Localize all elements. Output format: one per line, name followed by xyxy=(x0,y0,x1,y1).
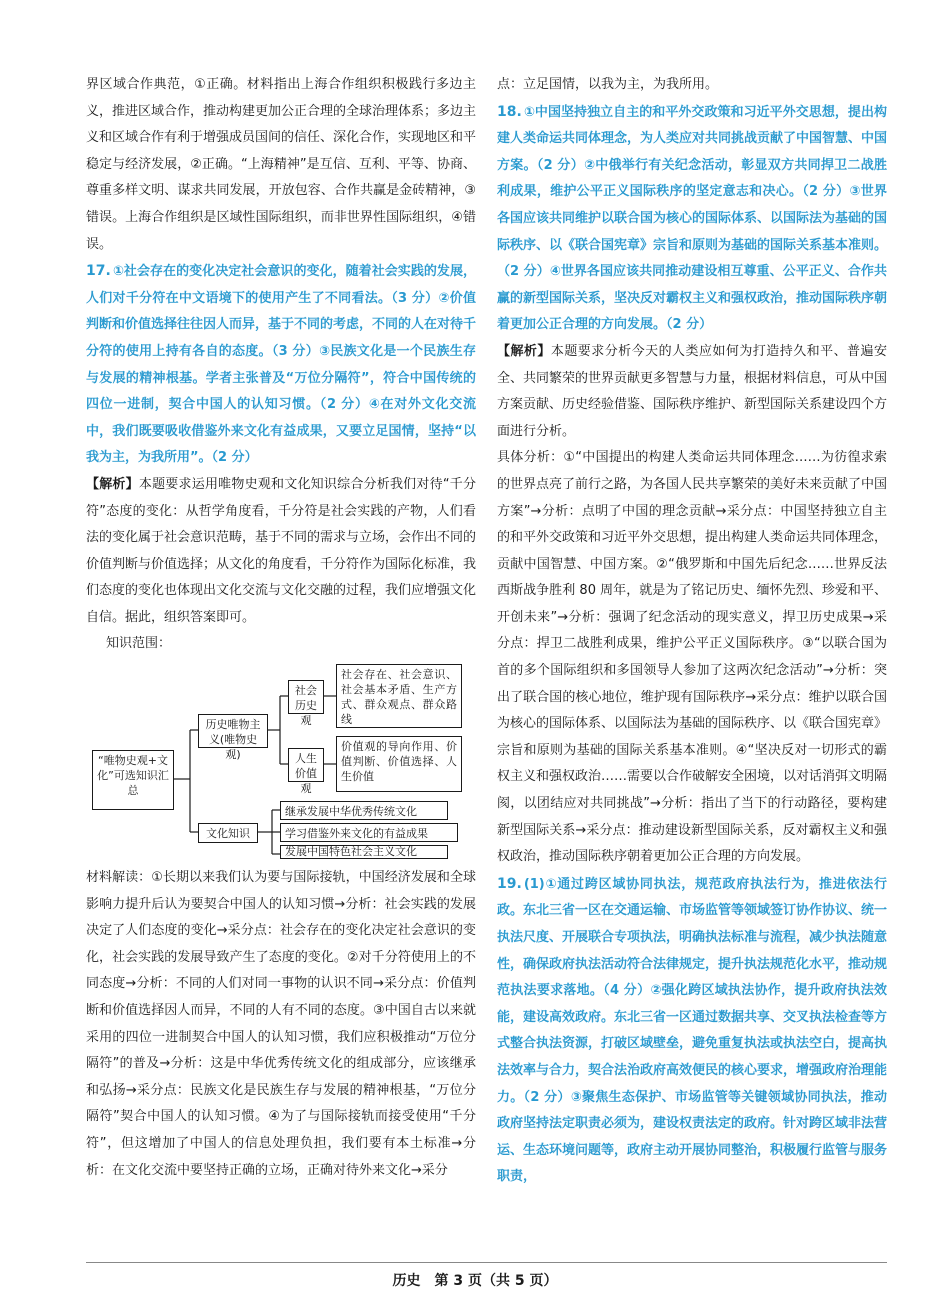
diagram-root: “唯物史观+文化”可选知识汇总 xyxy=(92,750,174,810)
q18-detail: 具体分析：①“中国提出的构建人类命运共同体理念……为彷徨求索的世界点亮了前行之路，为各国人民共享繁荣的美好未来贡献了中国方案”→分析：点明了中国的理念贡献→采分点：中国坚持独立自主的和平外交政策和习近平外交思想，提出构建人类命运共同体理念，贡献中国智慧、中国方案。②“俄罗斯和中国先后纪念……世界反法西斯战争胜利 80 周年，就是为了铭记历史、缅怀先烈、珍爱和平、开创未来”→分析：强调了纪念活动的现实意义，捍卫历史成果→采分点：捍卫二战胜利成果，维护公平正义国际秩序。③“以联合国为首的多个国际组织和多国领导人参加了这两次纪念活动”→分析：突出了联合国的核心地位，维护现有国际秩序→采分点：维护以联合国为核心的国际体系、以国际法为基础的国际秩序、以《联合国宪章》宗旨和原则为基础的国际关系基本准则。④“坚决反对一切形式的霸权主义和强权政治……需要以合作破解安全困境，以对话消弭文明隔阂，以团结应对共同挑战”→分析：指出了当下的行动路径，要构建新型国际关系→采分点：推动建设新型国际关系，反对霸权主义和强权政治，推动国际秩序朝着更加公正合理的方向发展。 xyxy=(497,450,888,865)
diagram-culture-item-3: 发展中国特色社会主义文化 xyxy=(280,845,448,859)
q19-number: 19. xyxy=(497,875,522,892)
q18-answer-text: ①中国坚持独立自主的和平外交政策和习近平外交思想，提出构建人类命运共同体理念，为人类应对共同挑战贡献了中国智慧、中国方案。（2 分）②中俄举行有关纪念活动，彰显双方共同捍卫二战胜利成果，维护公平正义国际秩序的坚定意志和决心。（2 分）③世界各国应该共同维护以联合国为核心的国际体系、以国际法为基础的国际秩序、以《联合国宪章》宗旨和原则为基础的国际关系基本准则。（2 分）④世界各国应该共同推动建设相互尊重、公平正义、合作共赢的新型国际关系，坚决反对霸权主义和强权政治，推动国际秩序朝着更加公正合理的方向发展。（2 分） xyxy=(497,104,888,333)
analysis-label: 【解析】 xyxy=(86,476,139,492)
right-column xyxy=(497,72,887,1191)
diagram-social: 社会历史观 xyxy=(288,680,324,714)
page-footer: 历史 第 3 页（共 5 页） xyxy=(392,1273,558,1289)
knowledge-diagram xyxy=(92,664,462,859)
q17-answer xyxy=(86,258,476,472)
knowledge-label: 知识范围： xyxy=(106,636,172,652)
diagram-social-items: 社会存在、社会意识、社会基本矛盾、生产方式、群众观点、群众路线 xyxy=(336,664,462,728)
diagram-culture: 文化知识 xyxy=(198,823,258,843)
q17-continuation: 点：立足国情，以我为主，为我所用。 xyxy=(497,77,719,92)
q18-analysis-text: 本题要求分析今天的人类应如何为打造持久和平、普遍安全、共同繁荣的世界贡献更多智慧与力量，根据材料信息，可从中国方案贡献、历史经验借鉴、国际秩序维护、新型国际关系建设四个方面进行分析。 xyxy=(497,343,888,439)
q16-continuation: 界区域合作典范，①正确。材料指出上海合作组织积极践行多边主义，推进区域合作，推动构建更加公正合理的全球治理体系；多边主义和区域合作有利于增强成员国间的信任、深化合作，实现地区和平稳定与经济发展，②正确。“上海精神”是互信、互利、平等、协商、尊重多样文明、谋求共同发展，开放包容、合作共赢是金砖精神，③错误。上海合作组织是区域性国际组织，而非世界性国际组织，④错误。 xyxy=(86,77,477,252)
q17-analysis xyxy=(86,472,476,632)
q19-answer xyxy=(497,871,887,1191)
q19-answer-text: (1)①通过跨区域协同执法，规范政府执法行为，推进依法行政。东北三省一区在交通运输、市场监管等领域签订协作协议、统一执法尺度、开展联合专项执法，明确执法标准与流程，减少执法随意性，确保政府执法活动符合法律规定，提升执法规范化水平，推动规范执法要求落地。（4 分）②强化跨区域执法协作，提升政府执法效能，建设高效政府。东北三省一区通过数据共享、交叉执法检查等方式整合执法资源，打破区域壁垒，避免重复执法或执法空白，提高执法效率与合力，契合法治政府高效便民的核心要求，增强政府治理能力。（2 分）③聚焦生态保护、市场监管等关键领域协同执法，推动政府坚持法定职责必须为，建设权责法定的政府。针对跨区域非法营运、生态环境问题等，政府主动开展协同整治，积极履行监管与服务职责， xyxy=(497,876,888,1185)
analysis-label: 【解析】 xyxy=(497,343,551,359)
q18-analysis xyxy=(497,339,887,445)
q17-analysis-text: 本题要求运用唯物史观和文化知识综合分析我们对待“千分符”态度的变化：从哲学角度看，千分符是社会实践的产物，人们看法的变化属于社会意识范畴，基于不同的需求与立场，会作出不同的价值判断与价值选择；从文化的角度看，千分符作为国际化标准，我们态度的变化也体现出文化交流与文化交融的过程，我们应增强文化自信。据此，组织答案即可。 xyxy=(86,476,477,625)
diagram-hist: 历史唯物主义(唯物史观) xyxy=(198,714,268,748)
q17-number: 17. xyxy=(86,263,111,280)
q18-answer xyxy=(497,99,887,339)
diagram-culture-item-1: 继承发展中华优秀传统文化 xyxy=(280,801,448,820)
footer-divider xyxy=(86,1262,887,1263)
q18-number: 18. xyxy=(497,103,522,120)
diagram-life-items: 价值观的导向作用、价值判断、价值选择、人生价值 xyxy=(336,736,462,792)
diagram-life: 人生价值观 xyxy=(288,748,324,782)
diagram-culture-item-2: 学习借鉴外来文化的有益成果 xyxy=(280,823,458,842)
left-column xyxy=(86,72,476,1184)
material-reading: 材料解读：①长期以来我们认为要与国际接轨，中国经济发展和全球影响力提升后认为要契合中国人的认知习惯→分析：社会实践的发展决定了人们态度的变化→采分点：社会存在的变化决定社会意识的变化，社会实践的发展导致产生了态度的变化。②对千分符使用上的不同态度→分析：不同的人们对同一事物的认识不同→采分点：价值判断和价值选择因人而异，不同的人有不同的态度。③中国自古以来就采用的四位一进制契合中国人的认知习惯，我们应积极推动“万位分隔符”的普及→分析：这是中华优秀传统文化的组成部分，应该继承和弘扬→采分点：民族文化是民族生存与发展的精神根基，“万位分隔符”契合中国人的认知习惯。④为了与国际接轨而接受使用“千分符”，但这增加了中国人的信息处理负担，我们要有本土标准→分析：在文化交流中要坚持正确的立场，正确对待外来文化→采分 xyxy=(86,870,476,1178)
q17-answer-text: ①社会存在的变化决定社会意识的变化，随着社会实践的发展，人们对千分符在中文语境下的使用产生了不同看法。（3 分）②价值判断和价值选择往往因人而异，基于不同的考虑，不同的人在对待千分符的使用上持有各自的态度。（3 分）③民族文化是一个民族生存与发展的精神根基。学者主张普及“万位分隔符”，符合中国传统的四位一进制，契合中国人的认知习惯。（2 分）④在对外文化交流中，我们既要吸收借鉴外来文化有益成果，又要立足国情，坚持“以我为主，为我所用”。（2 分） xyxy=(86,264,477,466)
